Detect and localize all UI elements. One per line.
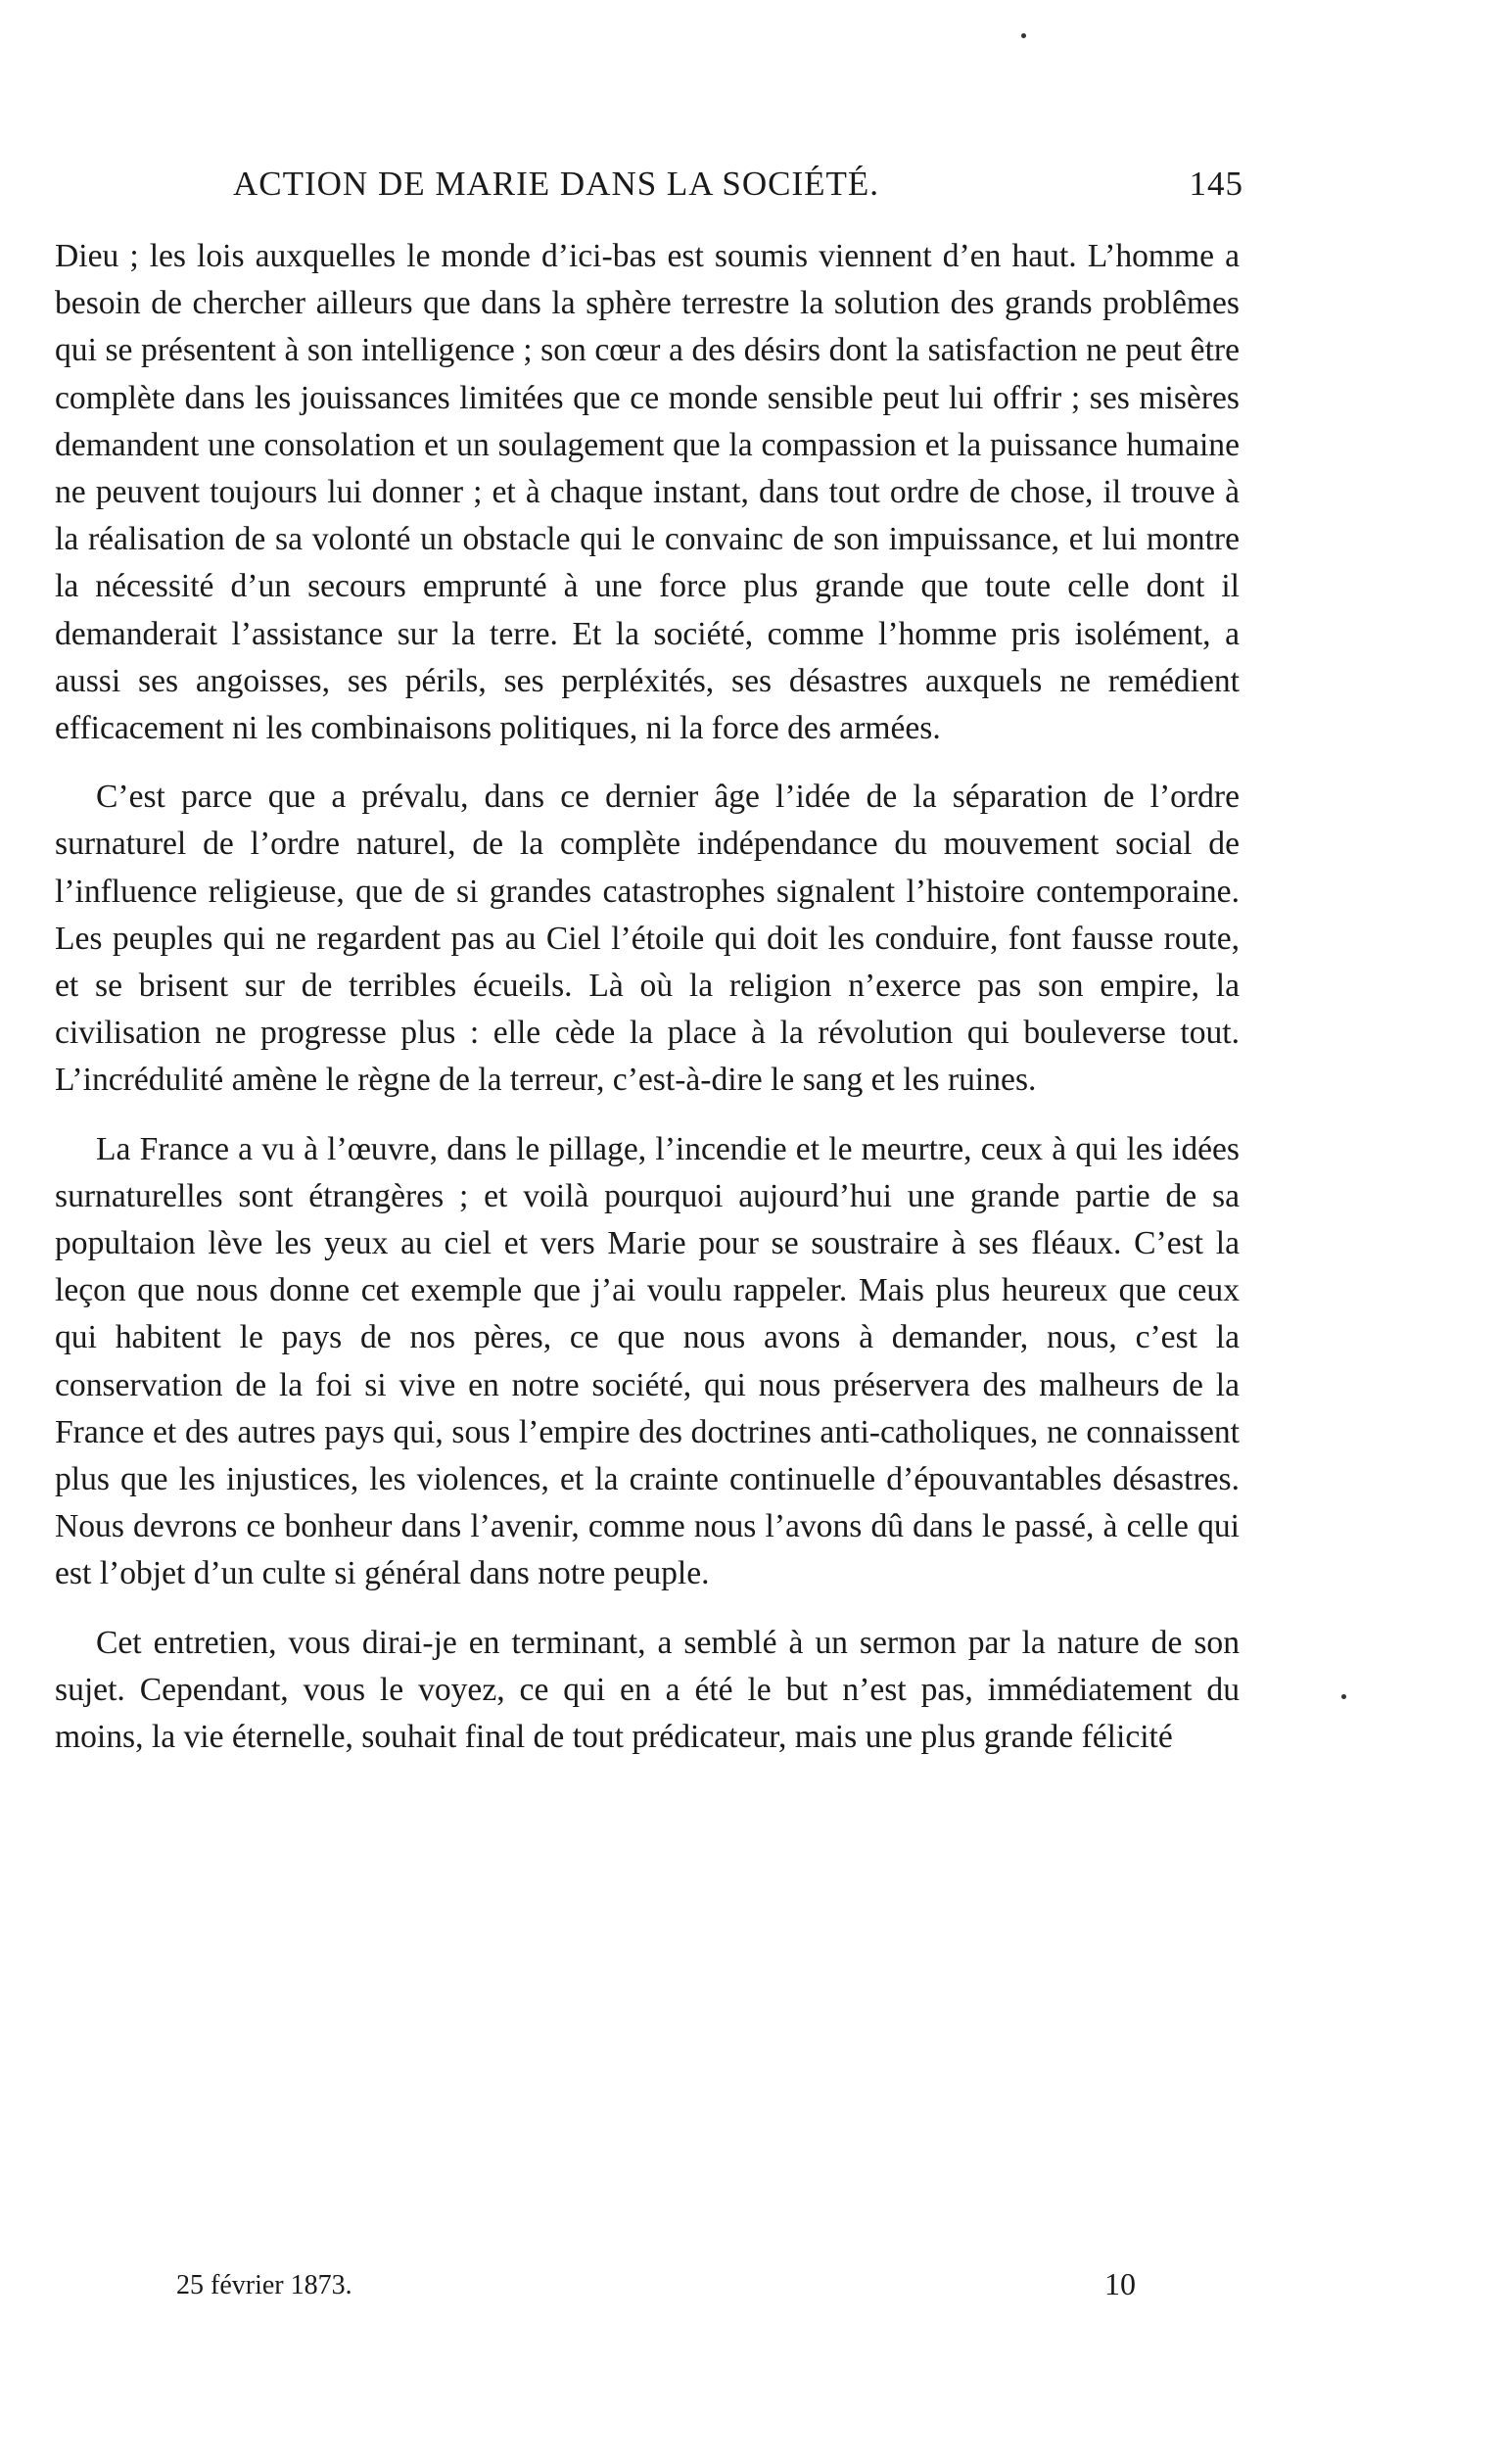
body-text bbox=[55, 233, 1240, 1761]
page-footer bbox=[176, 2266, 1136, 2313]
running-title: ACTION DE MARIE DANS LA SOCIÉTÉ. bbox=[233, 165, 880, 203]
paragraph-4: Cet entretien, vous dirai-je en terminant, a semblé à un sermon par la nature de son sujet. Cependant, vous le voyez, ce qui en a été le but n’est pas, immédiatement du moins, la vie éternelle, souhait final de tout prédicateur, mais une plus grande félicité bbox=[55, 1624, 1240, 1756]
running-head bbox=[225, 165, 1243, 212]
paragraph-2: C’est parce que a prévalu, dans ce dernier âge l’idée de la séparation de l’ordre surnaturel de l’ordre naturel, de la complète indépendance du mouvement social de l’influence religieuse, que de si grandes catastrophes signalent l’histoire contemporaine. Les peuples qui ne regardent pas au Ciel l’étoile qui doit les conduire, font fausse route, et se brisent sur de terribles écueils. Là où la religion n’exerce pas son empire, la civilisation ne progresse plus : elle cède la place à la révolution qui bouleverse tout. L’incrédulité amène le règne de la terreur, c’est-à-dire le sang et les ruines. bbox=[55, 779, 1240, 1099]
paragraph-3: La France a vu à l’œuvre, dans le pillage, l’incendie et le meurtre, ceux à qui les idées surnaturelles sont étrangères ; et voilà pourquoi aujourd’hui une grande partie de sa popultaion lève les yeux au ciel et vers Marie pour se soustraire à ses fléaux. C’est la leçon que nous donne cet exemple que j’ai voulu rappeler. Mais plus heureux que ceux qui habitent le pays de nos pères, ce que nous avons à demander, nous, c’est la conservation de la foi si vive en notre société, qui nous préservera des malheurs de la France et des autres pays qui, sous l’empire des doctrines anti-catholiques, ne connaissent plus que les injustices, les violences, et la crainte continuelle d’épouvantables désastres. Nous devrons ce bonheur dans l’avenir, comme nous l’avons dû dans le passé, à celle qui est l’objet d’un culte si général dans notre peuple. bbox=[55, 1130, 1240, 1592]
ink-speck bbox=[1021, 33, 1026, 38]
signature-mark: 10 bbox=[1104, 2266, 1136, 2301]
issue-date: 25 février 1873. bbox=[176, 2270, 352, 2300]
ink-speck bbox=[1341, 1694, 1346, 1699]
page-number: 145 bbox=[1189, 165, 1243, 203]
paragraph-1: Dieu ; les lois auxquelles le monde d’ici-bas est soumis viennent d’en haut. L’homme a besoin de chercher ailleurs que dans la sphère terrestre la solution des grands problêmes qui se présentent à son intelligence ; son cœur a des désirs dont la satisfaction ne peut être complète dans les jouissances limitées que ce monde sensible peut lui offrir ; ses misères demandent une consolation et un soulagement que la compassion et la puissance humaine ne peuvent toujours lui donner ; et à chaque instant, dans tout ordre de chose, il trouve à la réalisation de sa volonté un obstacle qui le convainc de son impuissance, et lui montre la nécessité d’un secours emprunté à une force plus grande que toute celle dont il demanderait l’assistance sur la terre. Et la société, comme l’homme pris isolément, a aussi ses angoisses, ses périls, ses perpléxités, ses désastres auxquels ne remédient efficacement ni les combinaisons politiques, ni la force des armées. bbox=[55, 238, 1240, 747]
